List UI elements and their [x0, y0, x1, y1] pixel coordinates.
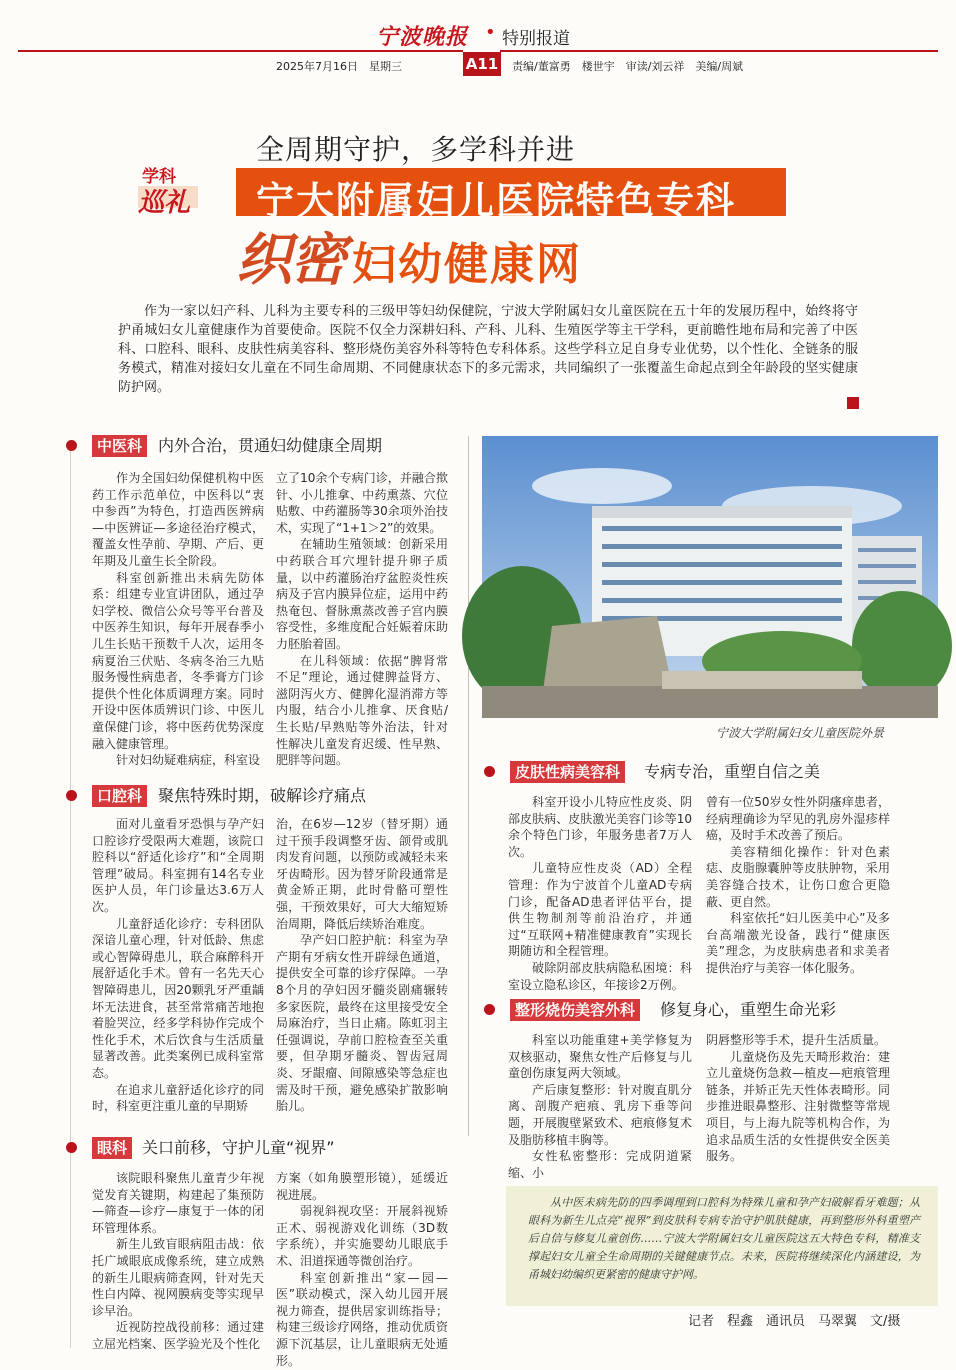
section-title: 内外合治，贯通妇幼健康全周期 — [158, 436, 383, 455]
paragraph: 新生儿致盲眼病阻击战：依托广域眼底成像系统，建立成熟的新生儿眼病筛查网，针对先天性白内障、视网膜病变等实现早诊早治。 — [92, 1237, 264, 1318]
section-title: 关口前移，守护儿童“视界” — [142, 1138, 335, 1157]
kicker-bottom-text: 巡礼 — [138, 188, 191, 218]
paragraph: 破除阴部皮肤病隐私困境：科室设立隐私诊区，年接诊2万例。 — [508, 960, 692, 992]
section-label: 整形烧伤美容外科 — [510, 999, 640, 1021]
section-title: 聚焦特殊时期，破解诊疗痛点 — [158, 786, 367, 805]
section-dot — [66, 1142, 77, 1153]
paragraph: 科室以功能重建+美学修复为双核驱动，聚焦女性产后修复与儿童创伤康复两大领域。 — [508, 1033, 692, 1081]
section-title: 修复身心，重塑生命光彩 — [660, 1000, 837, 1019]
section-label: 皮肤性病美容科 — [510, 761, 625, 783]
page-number: A11 — [463, 52, 501, 76]
section-heading-tcm — [66, 434, 466, 458]
masthead-rule-left — [18, 50, 463, 52]
section-heading-derm — [484, 760, 934, 784]
byline: 记者 程鑫 通讯员 马翠翼 文/摄 — [688, 1314, 901, 1329]
section-dot — [484, 766, 495, 777]
paragraph: 该院眼科聚焦儿童青少年视觉发育关键期，构建起了集预防—筛查—诊疗—康复于一体的闭环管理体系。 — [92, 1171, 264, 1235]
section-dot — [66, 440, 77, 451]
eye-column-2 — [276, 1170, 448, 1368]
dental-column-1 — [92, 816, 264, 1138]
headline-third-lead: 织密 — [236, 227, 344, 293]
paragraph: 儿童舒适化诊疗：专科团队深谙儿童心理，针对低龄、焦虑或心智障碍患儿，联合麻醉科开展舒适化手术。曾有一名先天心智障碍患儿，因20颗乳牙严重龋坏无法进食，甚至常常痛苦地抱着脸哭泣，经多学科协作完成个性化手术，术后饮食与生活质量显著改善。此类案例已成科室常态。 — [92, 916, 264, 1080]
masthead — [0, 0, 956, 80]
paragraph: 美容精细化操作：针对色素痣、皮脂腺囊肿等皮肤肿物，采用美容缝合技术，让伤口愈合更隐蔽、更自然。 — [706, 844, 890, 909]
section-heading-dental — [66, 784, 466, 808]
paragraph: 治，在6岁—12岁（替牙期）通过干预手段调整牙齿、颌骨或肌肉发育问题，以预防或减轻未来牙齿畸形。因为替牙阶段通常是黄金矫正期，此时骨骼可塑性强，干预效果好，可大大缩短矫治周期，降低后续矫治难度。 — [276, 817, 448, 931]
kicker-top-text: 学科 — [142, 167, 176, 187]
plastic-column-1 — [508, 1032, 692, 1178]
eye-column-1 — [92, 1170, 264, 1358]
section-label: 口腔科 — [92, 785, 147, 807]
paragraph: 方案（如角膜塑形镜），延缓近视进展。 — [276, 1171, 448, 1202]
paragraph: 立了10余个专病门诊，并融合揿针、小儿推拿、中药熏蒸、穴位贴敷、中药灌肠等30余项外治技术，实现了“1+1＞2”的效果。 — [276, 471, 448, 535]
section-title: 专病专治，重塑自信之美 — [644, 762, 821, 781]
photo-caption: 宁波大学附属妇女儿童医院外景 — [716, 726, 885, 740]
derm-column-2 — [706, 794, 890, 980]
editor-credits: 责编/董富勇 楼世宇 审读/刘云祥 美编/周斌 — [512, 60, 744, 73]
paragraph: 女性私密整形：完成阴道紧缩、小 — [508, 1149, 692, 1180]
paragraph: 在追求儿童舒适化诊疗的同时，科室更注重儿童的早期矫 — [92, 1082, 264, 1114]
paragraph: 儿童烧伤及先天畸形救治：建立儿童烧伤急救—植皮—疤痕管理链条，并矫正先天性体表畸形。同步推进眼鼻整形、注射微整等常规项目，与上海九院等机构合作，为追求品质生活的女性提供安全医美服务。 — [706, 1049, 890, 1164]
section-name: 特别报道 — [502, 29, 570, 49]
newspaper-logo: 宁波晚报 — [376, 24, 469, 50]
lead-paragraph: 作为一家以妇产科、儿科为主要专科的三级甲等妇幼保健院，宁波大学附属妇女儿童医院在五十年的发展历程中，始终将守护甬城妇女儿童健康作为首要使命。医院不仅全力深耕妇科、产科、儿科、生殖医学等主干学科，更前瞻性地布局和完善了中医科、口腔科、眼科、皮肤性病美容科、整形烧伤美容外科等特色专科体系。这些学科立足自身专业优势，以个性化、全链条的服务模式，精准对接妇女儿童在不同生命周期、不同健康状态下的多元需求，共同编织了一张覆盖生命起点到全年龄段的坚实健康防护网。 — [118, 304, 858, 395]
paragraph: 针对妇幼疑难病症，科室设 — [116, 753, 261, 768]
masthead-dot: • — [485, 22, 496, 43]
headline-main: 宁大附属妇儿医院特色专科 — [256, 179, 737, 223]
section-heading-eye — [66, 1136, 466, 1160]
issue-date: 2025年7月16日 星期三 — [276, 60, 402, 73]
derm-column-1 — [508, 794, 692, 992]
tcm-column-2 — [276, 470, 448, 770]
plastic-column-2 — [706, 1032, 890, 1178]
column-kicker — [138, 162, 220, 218]
headline-subtitle: 全周期守护，多学科并进 — [256, 133, 576, 166]
paragraph: 产后康复整形：针对腹直肌分离、剖腹产疤痕、乳房下垂等问题，开展腹壁紧致术、疤痕修复术及脂肪移植丰胸等。 — [508, 1082, 692, 1147]
headline-third: 妇幼健康网 — [352, 239, 582, 290]
paragraph: 面对儿童看牙恐惧与孕产妇口腔诊疗受限两大难题，该院口腔科以“舒适化诊疗”和“全周期管理”破局。科室拥有14名专业医护人员，年门诊量达3.6万人次。 — [92, 817, 264, 914]
paragraph: 儿童特应性皮炎（AD）全程管理：作为宁波首个儿童AD专病门诊，配备AD患者评估平台，提供生物制剂等前沿治疗，并通过“互联网+精准健康教育”实现长期随访和全程管理。 — [508, 861, 692, 959]
paragraph: 科室创新推出未病先防体系：组建专业宣讲团队，通过孕妇学校、微信公众号等平台普及中医养生知识，每年开展春季小儿生长贴干预数千人次，运用冬病夏治三伏贴、冬病冬治三九贴服务慢性病患者，冬季膏方门诊提供个性化体质调理方案。同时开设中医体质辨识门诊、中医儿童保健门诊，将中医药优势深度融入健康管理。 — [92, 570, 264, 751]
section-label: 中医科 — [92, 435, 147, 457]
summary-text: 从中医未病先防的四季调理到口腔科为特殊儿童和孕产妇破解看牙难题；从眼科为新生儿点亮“视界”到皮肤科专病专治守护肌肤健康，再到整形外科重塑产后自信与修复儿童创伤……宁波大学附属妇女儿童医院这五大特色专科，精准支撑起妇女儿童全生命周期的关键健康节点。未来，医院将继续深化内涵建设，为甬城妇幼编织更紧密的健康守护网。 — [528, 1196, 920, 1281]
section-heading-plastic — [484, 998, 934, 1022]
paragraph: 科室依托“妇儿医美中心”及多台高端激光设备，践行“健康医美”理念，为皮肤病患者和求美者提供治疗与美容一体化服务。 — [706, 911, 890, 975]
column-divider — [468, 436, 469, 1136]
paragraph: 阴唇整形等手术，提升生活质量。 — [706, 1033, 887, 1047]
paragraph: 孕产妇口腔护航：科室为孕产期有牙病女性开辟绿色通道，提供安全可靠的诊疗保障。一孕8个月的孕妇因牙髓炎剧痛辗转多家医院，最终在这里接受安全局麻治疗，当日止痛。陈虹羽主任强调说，孕前口腔检查至关重要，但孕期牙髓炎、智齿冠周炎、牙龈瘤、间隙感染等急症也需及时干预，避免感染扩散影响胎儿。 — [276, 933, 448, 1114]
paragraph: 近视防控战役前移：通过建立屈光档案、医学验光及个性化 — [92, 1320, 264, 1351]
tcm-column-1 — [92, 470, 264, 770]
section-dot — [66, 790, 77, 801]
paragraph: 作为全国妇幼保健机构中医药工作示范单位，中医科以“衷中参西”为特色，打造西医辨病—中医辨证—多途径治疗模式，覆盖女性孕前、孕期、产后、更年期及儿童生长全阶段。 — [92, 471, 264, 568]
section-dot — [484, 1004, 495, 1015]
paragraph: 科室开设小儿特应性皮炎、阴部皮肤病、皮肤激光美容门诊等10余个特色门诊，年服务患者7万人次。 — [508, 795, 692, 859]
dental-column-2 — [276, 816, 448, 1138]
section-label: 眼科 — [92, 1137, 132, 1159]
left-timeline-rule — [70, 448, 71, 1348]
paragraph: 科室创新推出“家—园—医”联动模式，深入幼儿园开展视力筛查，提供居家训练指导；构建三级诊疗网络，推动优质资源下沉基层，让儿童眼病无处遁形。 — [276, 1270, 448, 1368]
paragraph: 弱视斜视攻坚：开展斜视矫正术、弱视游戏化训练（3D数字系统），并实施婴幼儿眼底手术、泪道探通等微创治疗。 — [276, 1204, 448, 1268]
paragraph: 在辅助生殖领域：创新采用中药联合耳穴埋针提升卵子质量，以中药灌肠治疗盆腔炎性疾病及子宫内膜异位症，运用中药热奄包、督脉熏蒸改善子宫内膜容受性，多维度配合妊娠着床助力胚胎着固。 — [276, 537, 448, 651]
hospital-photo — [482, 436, 938, 718]
lead-end-marker — [847, 397, 859, 409]
masthead-rule-right — [500, 50, 938, 52]
paragraph: 曾有一位50岁女性外阴瘙痒患者，经病理确诊为罕见的乳房外湿疹样癌，及时手术改善了预后。 — [706, 795, 890, 843]
paragraph: 在儿科领域：依据“脾肾常不足”理论，通过健脾益肾方、滋阴泻火方、健脾化湿消滞方等内服，结合小儿推拿、厌食贴/生长贴/早熟贴等外治法，针对性解决儿童发育迟缓、性早熟、肥胖等问题。 — [276, 653, 448, 768]
